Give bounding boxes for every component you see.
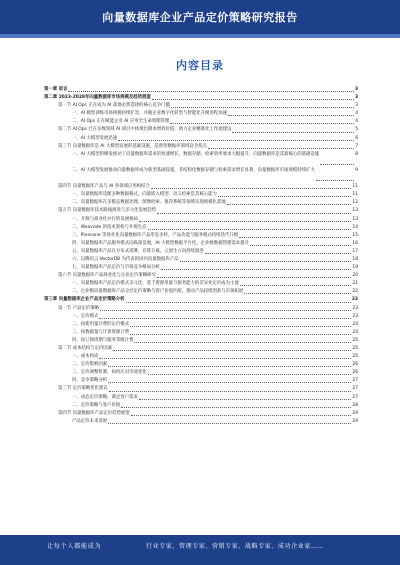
toc-entry-label: 一、AI 模型训练市场规模持续扩容，并随企业数字化转型与智能化升级进程加速	[72, 111, 227, 117]
toc-entry-label: 产品定价未来发展	[72, 418, 108, 424]
toc-leader-dots	[170, 123, 354, 124]
toc-entry-label: 一、成本构成	[72, 354, 99, 360]
toc-page-number: 29	[352, 410, 358, 416]
toc-entry-label: 三、Pinecone 等商业化向量数据库产品形态多样，产品功能与服务模式持续迭代升级	[72, 232, 239, 238]
toc-page-number: 20	[352, 273, 358, 279]
toc-page-number: 27	[352, 394, 358, 400]
toc-leader-dots	[151, 188, 351, 189]
toc-leader-dots	[232, 132, 354, 133]
toc-leader-dots	[171, 107, 354, 108]
toc-page-number: 27	[352, 386, 358, 392]
toc-entry[interactable]	[44, 248, 358, 256]
toc-entry-label: 第二节 成本结构与定价因素	[58, 346, 113, 351]
toc-page-number: 19	[352, 265, 358, 271]
toc-entry-label: 二、AI 大模型发展推动向量数据库成为新型基础设施，非结构化数据存储与检索需求增长显著，向量数据库市场规模持续扩大	[72, 167, 315, 173]
toc-entry-label: 五、向量数据库产品在分布式部署、存算分离、云原生方向持续演进	[72, 248, 204, 254]
toc-leader-dots	[139, 221, 352, 222]
toc-page-number: 12	[352, 200, 358, 206]
toc-leader-dots	[134, 342, 351, 343]
toc-entry-label: 二、企业级向量数据库产品分层定价策略与客户价值匹配，推动产品持续创新与市场拓展	[72, 289, 244, 295]
toc-entry[interactable]	[44, 216, 358, 224]
toc-entry[interactable]	[44, 296, 358, 304]
toc-page-number: 6	[355, 135, 358, 141]
toc-page-number: 16	[352, 240, 358, 246]
toc-entry-label: 六、以腾讯云 VectorDB 为代表的国内向量数据库产品	[72, 256, 179, 262]
toc-leader-dots	[148, 229, 352, 230]
toc-page-number: 28	[352, 402, 358, 408]
toc-entry[interactable]	[44, 256, 358, 264]
toc-page-number: 3	[354, 87, 358, 92]
toc-entry[interactable]	[44, 353, 358, 361]
toc-entry-label: 四、竞争策略分析	[72, 378, 108, 384]
toc-entry[interactable]	[44, 167, 358, 183]
toc-entry-label: 第三章 向量数据库企业产品定价策略分析	[44, 297, 125, 303]
toc-entry[interactable]	[44, 207, 358, 215]
toc-entry[interactable]	[44, 280, 358, 288]
toc-entry-label: 三、定价调整机制，如何应对市场变化	[72, 370, 147, 376]
toc-entry[interactable]	[44, 337, 358, 345]
report-title: 向量数据库企业产品定价策略研究报告	[102, 11, 298, 24]
toc-leader-dots	[244, 293, 351, 294]
toc-entry[interactable]	[44, 264, 358, 272]
toc-leader-dots	[208, 148, 354, 149]
toc-leader-dots	[108, 382, 351, 383]
toc-leader-dots	[113, 350, 351, 351]
toc-entry[interactable]	[44, 126, 358, 134]
toc-entry-label: 四、向量数据库产品服务模式向纵深发展，AI 大模型数据平台化、企业级数据管理需求提升	[72, 240, 249, 246]
toc-entry-label: 第三节 定价策略优化建议	[58, 386, 108, 392]
toc-page-number: 23	[352, 305, 358, 311]
toc-entry[interactable]	[44, 418, 358, 426]
toc-entry-label: 二、AI Ops 正在赋能企业 AI 应用全生命周期管理	[72, 119, 170, 125]
toc-leader-dots	[161, 269, 352, 270]
toc-entry[interactable]	[44, 94, 358, 102]
toc-entry[interactable]	[44, 402, 358, 410]
toc-page-number: 24	[352, 329, 358, 335]
toc-page-number: 13	[352, 208, 358, 214]
toc-page-number: 14	[352, 224, 358, 230]
toc-page-number: 11	[352, 192, 358, 198]
toc-entry-label: 二、按使用量计费的定价模式	[72, 321, 130, 327]
toc-leader-dots	[316, 167, 354, 181]
toc-entry[interactable]	[44, 305, 358, 313]
toc-entry[interactable]	[44, 86, 358, 94]
toc-leader-dots	[148, 374, 352, 375]
toc-entry-label: 二、定价影响因素	[72, 362, 108, 368]
toc-entry[interactable]	[44, 361, 358, 369]
toc-entry[interactable]	[44, 199, 358, 207]
toc-page-number: 23	[352, 313, 358, 319]
toc-page-number: 5	[355, 127, 358, 133]
toc-page-number: 11	[352, 184, 358, 190]
toc-page-number: 13	[352, 216, 358, 222]
toc-leader-dots	[157, 213, 351, 214]
toc-heading: 内容目录	[176, 59, 224, 72]
toc-page-number: 25	[352, 337, 358, 343]
toc-page-number: 3	[354, 95, 358, 101]
toc-entry[interactable]	[44, 224, 358, 232]
toc-entry-label: 第四节 向量数据库产品与 AI 各领域应用相结合	[58, 184, 150, 190]
header-stripe	[0, 34, 400, 38]
toc-entry-label: 第一节 产品定价策略	[58, 305, 99, 311]
toc-leader-dots	[228, 115, 354, 116]
toc-page-number: 18	[352, 256, 358, 262]
toc-page-number: 21	[352, 281, 358, 287]
toc-leader-dots	[320, 151, 354, 165]
toc-entry-label: 一、动态定价策略，满足客户需求	[72, 394, 138, 400]
table-of-contents	[44, 86, 358, 426]
toc-entry-label: 一、AI 大模型发展迅速	[72, 135, 118, 141]
toc-leader-dots	[118, 140, 354, 141]
toc-page-number: 23	[351, 297, 358, 303]
toc-entry-label: 第五节 向量数据库技术路线演进与多元化发展趋势	[58, 208, 156, 214]
toc-entry-label: 一、定价模式	[72, 313, 99, 319]
toc-leader-dots	[99, 318, 351, 319]
toc-entry-label: 一、开源与商业化并行的发展格局	[72, 216, 138, 222]
toc-leader-dots	[139, 399, 352, 400]
footer-slogan: 让每个人都能成为	[47, 543, 102, 550]
toc-entry-label: 七、向量数据库产品定价与市场竞争格局分析	[72, 265, 160, 271]
toc-page-number: 29	[352, 418, 358, 424]
toc-entry[interactable]	[44, 240, 358, 248]
toc-entry-label: 第六节 向量数据库产品商业化与企业定价策略研究	[58, 273, 156, 279]
toc-entry[interactable]	[44, 102, 358, 110]
toc-entry-label: 一、向量数据库适配多种数据格式，向量嵌入模型、语义检索是其核心能力	[72, 192, 217, 198]
toc-entry[interactable]	[44, 394, 358, 402]
toc-page-number: 3	[355, 103, 358, 109]
toc-leader-dots	[250, 245, 351, 246]
toc-page-number: 26	[352, 362, 358, 368]
toc-entry[interactable]	[44, 377, 358, 385]
toc-entry[interactable]	[44, 410, 358, 418]
toc-leader-dots	[100, 310, 351, 311]
toc-page-number: 25	[352, 346, 358, 351]
toc-leader-dots	[68, 91, 353, 92]
toc-entry-label: 第四节 向量数据库产品定价趋势展望	[58, 410, 130, 416]
toc-entry[interactable]	[44, 118, 358, 126]
toc-leader-dots	[121, 407, 351, 408]
toc-page-number: 26	[352, 370, 358, 376]
toc-entry[interactable]	[44, 313, 358, 321]
toc-page-number: 8	[355, 151, 358, 157]
toc-leader-dots	[157, 277, 351, 278]
toc-entry-label: 第三节 向量数据库是 AI 大模型发展的基础设施，是新型数据库领域竞争焦点	[58, 143, 207, 149]
toc-entry-label: 四、按订阅周期与服务等级计费	[72, 337, 134, 343]
toc-entry-label: 第二节 AI Ops 已在多数领域 AI 项目中体现出降本增效价值，助力企业精准化工作流建设	[58, 127, 232, 133]
toc-page-number: 27	[352, 378, 358, 384]
toc-entry[interactable]	[44, 191, 358, 199]
toc-leader-dots	[130, 326, 351, 327]
toc-entry[interactable]	[44, 143, 358, 151]
toc-leader-dots	[131, 415, 352, 416]
toc-entry[interactable]	[44, 135, 358, 143]
toc-entry[interactable]	[44, 369, 358, 377]
toc-leader-dots	[108, 366, 351, 367]
toc-page-number: 25	[352, 354, 358, 360]
toc-entry-label: 二、定价策略与客户价值	[72, 402, 121, 408]
toc-entry[interactable]	[44, 272, 358, 280]
footer-bar	[0, 535, 400, 565]
toc-entry-label: 一、向量数据库产品定价模式多元化，基于资源用量与服务能力的差异化定价成为主流	[72, 281, 239, 287]
toc-entry[interactable]	[44, 385, 358, 393]
toc-leader-dots	[227, 204, 352, 205]
toc-entry[interactable]	[44, 232, 358, 240]
toc-leader-dots	[108, 423, 351, 424]
toc-entry-label: 二、向量数据库在多模态数据处理、图像检索、推荐系统等领域实现规模化落地	[72, 200, 226, 206]
toc-leader-dots	[205, 253, 352, 254]
toc-entry[interactable]	[44, 151, 358, 167]
toc-entry-label: 三、按数据量与计算资源计费	[72, 329, 130, 335]
toc-entry[interactable]	[44, 321, 358, 329]
toc-entry[interactable]	[44, 329, 358, 337]
toc-leader-dots	[126, 302, 351, 303]
toc-entry[interactable]	[44, 345, 358, 353]
toc-leader-dots	[240, 285, 352, 286]
toc-leader-dots	[109, 391, 352, 392]
toc-page-number: 17	[352, 248, 358, 254]
toc-leader-dots	[130, 334, 351, 335]
toc-entry-label: 第二章 2023-2028年向量数据库市场规模及趋势展望	[44, 95, 151, 101]
toc-page-number: 15	[352, 232, 358, 238]
toc-entry-label: 二、Weaviate 的技术架构与开源生态	[72, 224, 147, 230]
toc-page-number: 4	[355, 111, 358, 117]
toc-entry-label: 一、AI 大模型的爆发推动了向量数据库需求的快速增长，数据存储、检索效率要求大幅提升，向量数据库是其最核心的基础设施	[72, 151, 320, 157]
toc-page-number: 24	[352, 321, 358, 327]
toc-leader-dots	[152, 99, 354, 100]
toc-entry-label: 第一章 前言	[44, 87, 68, 92]
toc-leader-dots	[99, 358, 351, 359]
toc-entry-label: 第一节 AI Ops 正在成为 AI 落地必然选择的核心竞争门槛	[58, 103, 170, 109]
toc-leader-dots	[239, 237, 351, 238]
toc-page-number: 4	[355, 119, 358, 125]
toc-entry[interactable]	[44, 288, 358, 296]
toc-page-number: 22	[352, 289, 358, 295]
toc-leader-dots	[180, 261, 352, 262]
toc-page-number: 9	[355, 167, 358, 173]
footer-tagline: 行业专家、管理专家、营销专家、战略专家、成功企业家……	[146, 543, 325, 550]
toc-entry[interactable]	[44, 110, 358, 118]
toc-page-number: 7	[355, 143, 358, 149]
toc-leader-dots	[218, 196, 352, 197]
toc-entry[interactable]	[44, 183, 358, 191]
